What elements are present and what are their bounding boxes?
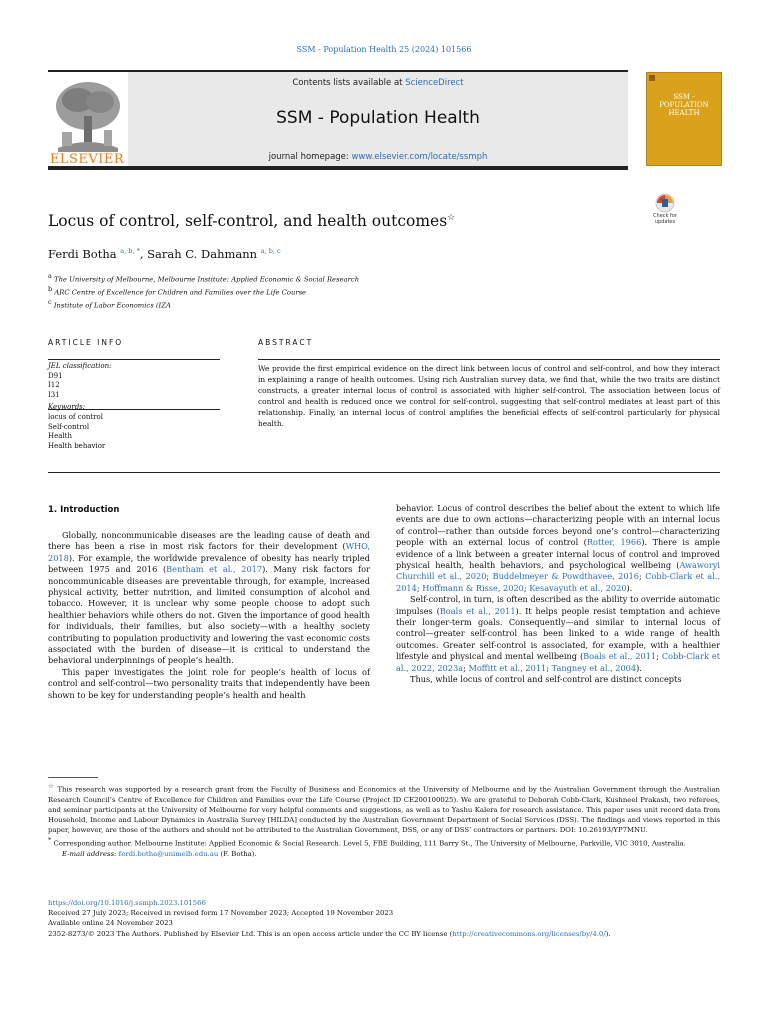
journal-title: SSM - Population Health <box>276 108 480 128</box>
paragraph <box>48 530 370 667</box>
body-text: ; <box>463 662 469 673</box>
abstract-text: We provide the first empirical evidence on the direct link between locus of control and self-control, and how they interact in explaining a range of health outcomes. Using rich Australian survey data, we find that, while the two traits are distinct constructs, a greater internal locus of control is associated with higher self-control. The association between locus of control and health is reduced once we control for self-control, suggesting that self-control mediates at least part of this relationship. Finally, an internal locus of control amplifies the beneficial effects of self-control particularly for physical health. <box>258 364 720 428</box>
paragraph <box>396 674 720 685</box>
front-matter-rule <box>48 472 720 473</box>
citation-link[interactable]: Kesavayuth et al., 2020 <box>529 582 627 593</box>
citation-link[interactable]: Boals et al., 2011 <box>439 605 516 616</box>
author-separator: , <box>139 247 148 261</box>
footnotes <box>48 781 720 859</box>
citation-link[interactable]: Cobb-Clark et al., 2014 <box>396 571 720 593</box>
author-1-affil-marks[interactable]: a, b, * <box>120 247 140 256</box>
body-text: ). <box>626 582 633 593</box>
footnote-mark: * <box>48 836 52 845</box>
affiliations <box>48 272 359 310</box>
article-title-text: Locus of control, self-control, and health outcomes <box>48 212 448 230</box>
keyword: locus of control <box>48 412 103 421</box>
body-text: ). For example, the worldwide prevalence of obesity has nearly tripled between 1975 and 2016 ( <box>48 552 370 575</box>
affil-text: Institute of Labor Economics (IZA <box>53 300 171 309</box>
citation-link[interactable]: Awaworyi Churchill et al., 2020 <box>396 560 720 582</box>
body-text: ; <box>523 582 530 593</box>
header-rule-top <box>48 70 628 72</box>
cover-corner-mark <box>649 75 655 81</box>
paragraph <box>48 667 370 701</box>
body-text: ). Many risk factors for noncommunicable diseases are preventable through, for example, increased physical activity, better nutrition, and limited consumption of alcohol and tobacco. However, it is unclear why some people choose to adopt such healthier behaviors while others do not. Given the importance of good health for individuals, their families, but also society—with a healthy society contributing to population productivity and lowering the vast economic costs associated with the burden of disease—it is critical to understand the behavioral underpinnings of people’s health. <box>48 564 370 666</box>
article-info-block <box>48 362 111 451</box>
citation-link[interactable]: Moffitt et al., 2011 <box>468 662 547 673</box>
email-footnote <box>48 849 720 859</box>
keyword: Health behavior <box>48 441 106 450</box>
homepage-line <box>128 152 628 162</box>
keyword: Health <box>48 432 72 441</box>
body-text: ; <box>639 571 646 582</box>
check-updates-icon <box>646 192 684 214</box>
affil-text: The University of Melbourne, Melbourne Institute: Applied Economic & Social Research <box>54 275 360 284</box>
abstract-heading: ABSTRACT <box>258 338 314 347</box>
title-footnote-mark[interactable]: ☆ <box>447 212 456 223</box>
body-text: Self-control, in turn, is often described as the ability to override automatic impulses ( <box>396 594 720 616</box>
article-info-heading: ARTICLE INFO <box>48 338 124 347</box>
check-for-updates-button[interactable] <box>646 192 684 230</box>
contents-line <box>128 78 628 88</box>
article-info-divider <box>48 409 220 410</box>
homepage-prefix: journal homepage: <box>268 152 352 162</box>
author-1-name[interactable]: Ferdi Botha <box>48 247 117 261</box>
citation-link[interactable]: Tangney et al., 2004 <box>551 662 637 673</box>
sciencedirect-link[interactable]: ScienceDirect <box>405 78 464 88</box>
citation-link[interactable]: Bentham et al., 2017 <box>166 564 263 575</box>
body-text: ). It helps people resist temptation and achieve their longer-term goals. Consequently—and similar to internal locus of control—greater self-control has been linked to a wide range of health outcomes. Greater self-control is associated, for example, with a healthier lifestyle and physical and mental wellbeing ( <box>396 605 721 662</box>
elsevier-wordmark: ELSEVIER <box>49 152 125 167</box>
footnote-rule <box>48 777 98 778</box>
header-rule-bottom <box>48 166 628 170</box>
journal-cover-thumbnail[interactable] <box>646 72 722 166</box>
citation-link[interactable]: WHO, 2018 <box>48 541 370 563</box>
affil-mark: b <box>48 284 53 293</box>
citation-link[interactable]: Cobb-Clark et al., 2022, 2023a <box>396 651 720 673</box>
doi-link[interactable]: https://doi.org/10.1016/j.ssmph.2023.101566 <box>48 899 206 907</box>
body-text: ; <box>546 662 552 673</box>
affiliation-c <box>48 298 359 311</box>
keyword: Self-control <box>48 422 90 431</box>
footnote-text: This research was supported by a research grant from the Faculty of Business and Economics at the University of Melbourne and by the Australian Government through the Australian Research Council’s Centre of Excellence for Children and Families over the Life Course (Project ID CE200100025). We are grateful to Deborah Cobb-Clark, Kushneel Prakash, two referees, and seminar participants at the University of Melbourne for very helpful comments and suggestions, as well as to Yashu Kalera for research assistance. This paper uses unit record data from Household, Income and Labour Dynamics in Australia Survey [HILDA] conducted by the Australian Government Department of Social Services (DSS). The findings and views reported in this paper, however, are those of the authors and should not be attributed to the Australian Government, DSS, or any of DSS’ contractors or partners. DOI: 10.26193/YP7MNU. <box>48 785 720 835</box>
affil-mark: a <box>48 272 52 280</box>
received-dates: Received 27 July 2023; Received in revised form 17 November 2023; Accepted 19 November 2023 <box>48 909 394 918</box>
license-suffix: ). <box>605 929 611 938</box>
funding-footnote <box>48 781 720 835</box>
citation-link[interactable]: Hoffmann & Risse, 2020 <box>422 582 524 593</box>
jel-code: D91 <box>48 371 63 380</box>
online-date: Available online 24 November 2023 <box>48 919 173 928</box>
corresponding-footnote <box>48 835 720 849</box>
keywords-label: Keywords: <box>48 403 86 412</box>
article-info-rule <box>48 359 220 360</box>
footnote-mark: ☆ <box>48 782 55 790</box>
affiliation-b <box>48 285 359 298</box>
body-text: ). <box>636 662 642 673</box>
abstract-rule <box>258 359 720 360</box>
email-label: E-mail address: <box>62 849 117 858</box>
jel-code: I31 <box>48 390 60 399</box>
paragraph <box>396 503 720 594</box>
author-2-name[interactable]: Sarah C. Dahmann <box>147 247 258 261</box>
right-column <box>396 503 720 686</box>
contents-prefix: Contents lists available at <box>292 78 406 88</box>
body-text: ; <box>656 651 662 662</box>
publication-info <box>48 898 738 939</box>
body-text: ). There is ample evidence of a link between a greater internal locus of control and improved physical health, health behaviors, and psychological wellbeing ( <box>396 537 720 571</box>
intro-heading: 1. Introduction <box>48 505 120 515</box>
running-head[interactable]: SSM - Population Health 25 (2024) 101566 <box>296 45 472 54</box>
body-text: Thus, while locus of control and self-control are distinct concepts <box>410 674 682 685</box>
license-line <box>48 929 738 939</box>
citation-link[interactable]: Buddelmeyer & Powdthavee, 2016 <box>492 571 639 582</box>
affil-text: ARC Centre of Excellence for Children and Families over the Life Course <box>54 288 307 297</box>
body-text: behavior. Locus of control describes the belief about the extent to which life events are due to own actions—characterizing people with an internal locus of control—rather than outside forces beyond one’s control—characterizing people with an external locus of control ( <box>396 503 720 548</box>
left-column <box>48 530 370 701</box>
jel-label: JEL classification: <box>48 362 112 370</box>
affiliation-a <box>48 272 359 285</box>
body-text: Globally, noncommunicable diseases are the leading cause of death and there has been a rise in most risk factors for their development ( <box>48 530 370 552</box>
jel-code: I12 <box>48 381 60 390</box>
cover-title: SSM - POPULATION HEALTH <box>659 93 709 117</box>
license-link[interactable]: http://creativecommons.org/licenses/by/4.0/ <box>452 929 606 938</box>
citation-link[interactable]: Rotter, 1966 <box>586 537 642 548</box>
author-list <box>48 247 281 261</box>
journal-header <box>48 70 720 166</box>
author-2-affil-marks[interactable]: a, b, c <box>260 247 281 256</box>
homepage-link[interactable]: www.elsevier.com/locate/ssmph <box>351 152 488 162</box>
body-text: ; <box>486 571 493 582</box>
email-link[interactable]: ferdi.botha@unimelb.edu.au <box>118 849 219 858</box>
affil-mark: c <box>48 297 52 306</box>
email-suffix: (F. Botha). <box>218 849 257 858</box>
citation-link[interactable]: Boals et al., 2011 <box>583 651 657 662</box>
footnote-text: Corresponding author. Melbourne Institute: Applied Economic & Social Research. Level 5, FBE Building, 111 Barry St., The University of Melbourne, Parkville, VIC 3010, Australia. <box>53 839 686 848</box>
license-prefix: 2352-8273/© 2023 The Authors. Published by Elsevier Ltd. This is an open access article under the CC BY license ( <box>48 929 453 938</box>
article-title <box>48 212 455 230</box>
body-text: This paper investigates the joint role for people’s health of locus of control and self-control—two personality traits that independently have been shown to be key for understanding people’s health and health <box>48 666 370 700</box>
check-updates-label: Check for updates <box>653 213 677 225</box>
paragraph <box>396 594 720 674</box>
body-text: ; <box>416 582 423 593</box>
